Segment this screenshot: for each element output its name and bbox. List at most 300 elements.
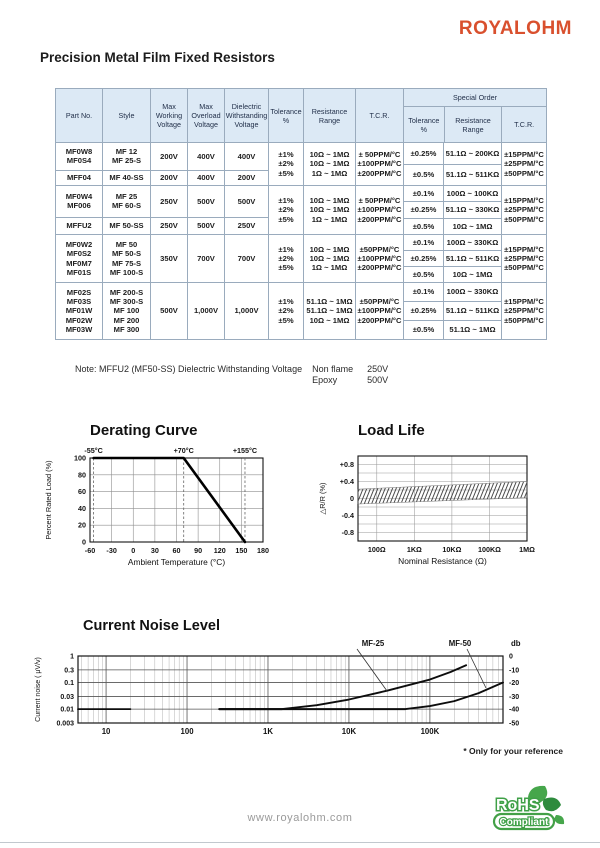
table-cell — [444, 320, 501, 339]
cell-line: ±2% — [278, 253, 294, 263]
table-column — [224, 143, 268, 185]
cell-line: ±50PPM/°C — [504, 214, 544, 224]
cell-line: ±1% — [278, 196, 294, 206]
table-column — [403, 283, 443, 339]
table-column — [150, 143, 187, 185]
table-column — [150, 186, 187, 234]
table-column — [150, 235, 187, 282]
cell-line: 51.1Ω ~ 1MΩ — [306, 297, 353, 307]
cell-line: ±1% — [278, 244, 294, 254]
cell-line: 500V — [160, 306, 178, 316]
table-cell — [225, 186, 268, 217]
cell-line: 200V — [160, 173, 178, 183]
svg-text:80: 80 — [78, 470, 86, 480]
cell-line: ±50PPM/°C — [504, 315, 544, 325]
load-life-band — [358, 482, 527, 505]
table-cell — [225, 217, 268, 234]
table-cell — [444, 266, 501, 282]
cell-line: MF 50-SS — [109, 221, 144, 231]
table-cell — [269, 283, 303, 339]
note-label: Epoxy — [312, 375, 338, 385]
table-cell — [188, 283, 224, 339]
footer-url: www.royalohm.com — [247, 812, 353, 824]
cell-line: ±50PPM/°C — [504, 168, 544, 178]
cell-line: MF0W2 — [65, 240, 93, 249]
table-column — [501, 235, 546, 282]
table-column — [443, 283, 501, 339]
cell-line: ±50PPM/°C — [504, 263, 544, 273]
derating-line — [94, 458, 245, 542]
svg-text:0.1: 0.1 — [64, 680, 74, 688]
table-column — [443, 186, 501, 234]
svg-text:Percent Rated Load (%): Percent Rated Load (%) — [44, 460, 53, 540]
table-cell — [151, 235, 187, 282]
cell-line: 51.1Ω ~ 330KΩ — [445, 205, 500, 215]
cell-line: ±200PPM/°C — [357, 214, 402, 224]
spec-table-body — [56, 143, 546, 339]
cell-line: ± 50PPM/°C — [358, 196, 401, 206]
svg-text:db: db — [511, 639, 521, 648]
svg-text:60: 60 — [78, 487, 86, 497]
table-row-group — [56, 234, 546, 282]
current-noise-chart-plot — [30, 616, 575, 743]
cell-line: MF0S2 — [66, 249, 92, 259]
cell-line: ±15PPM/°C — [504, 196, 544, 206]
brand-logo: ROYALOHM — [458, 18, 572, 39]
table-cell — [502, 235, 546, 282]
cell-line: 400V — [237, 151, 256, 161]
cell-line: 500V — [197, 221, 215, 231]
cell-line: 1,000V — [193, 306, 219, 316]
cell-line: ±200PPM/°C — [357, 315, 402, 325]
col-header-resistance-range: Resistance Range — [303, 89, 355, 142]
table-cell — [404, 283, 443, 301]
cell-line: 10Ω ~ 1MΩ — [309, 159, 350, 169]
cell-line: MF 25-S — [111, 156, 142, 166]
load-life-chart-plot — [312, 440, 592, 575]
cell-line: ±2% — [278, 159, 294, 169]
table-column — [268, 186, 303, 234]
cell-line: ±100PPM/°C — [357, 159, 402, 169]
derating-curve-chart — [38, 422, 318, 577]
svg-text:180: 180 — [257, 546, 269, 555]
cell-line: ±0.25% — [410, 148, 437, 158]
svg-text:10: 10 — [101, 727, 111, 736]
table-cell — [444, 301, 501, 320]
note-value: 500V — [367, 375, 389, 385]
svg-text:-10: -10 — [509, 667, 520, 675]
svg-text:-0.4: -0.4 — [341, 511, 354, 520]
table-column — [224, 186, 268, 234]
table-column — [268, 283, 303, 339]
cell-line: MF0W8 — [65, 147, 93, 157]
table-cell — [444, 201, 501, 217]
svg-text:1: 1 — [70, 653, 74, 661]
cell-line: 51.1Ω ~ 511KΩ — [445, 253, 500, 263]
cell-line: ±5% — [278, 263, 294, 273]
svg-text:Current Noise Level: Current Noise Level — [83, 618, 220, 634]
cell-line: ±50PPM/°C — [359, 297, 400, 307]
svg-text:-30: -30 — [106, 546, 117, 555]
series-MF-25 — [219, 665, 466, 709]
table-cell — [103, 283, 150, 339]
svg-text:+70°C: +70°C — [173, 446, 194, 455]
cell-line: ±5% — [278, 315, 294, 325]
cell-line: 10Ω ~ 1MΩ — [309, 205, 350, 215]
cell-line: 10Ω ~ 1MΩ — [452, 221, 493, 231]
col-header-max-working-voltage: Max Working Voltage — [150, 89, 187, 142]
cell-line: ±5% — [278, 168, 294, 178]
cell-line: 400V — [197, 151, 215, 161]
table-cell — [56, 217, 102, 234]
cell-line: 51.1Ω ~ 511KΩ — [445, 306, 500, 316]
table-column — [403, 186, 443, 234]
table-cell — [103, 143, 150, 170]
table-column — [102, 186, 150, 234]
load-life-chart — [312, 422, 592, 575]
cell-line: 10Ω ~ 1MΩ — [309, 244, 350, 254]
cell-line: 100Ω ~ 100KΩ — [446, 189, 499, 199]
table-column — [501, 283, 546, 339]
cell-line: 10Ω ~ 1MΩ — [309, 315, 350, 325]
derating-chart-plot — [38, 440, 318, 577]
svg-text:120: 120 — [213, 546, 226, 555]
note-row — [312, 364, 388, 374]
table-cell — [188, 186, 224, 217]
table-column — [187, 143, 224, 185]
table-cell — [444, 283, 501, 301]
cell-line: 700V — [197, 253, 215, 263]
svg-text:0: 0 — [509, 653, 513, 661]
cell-line: ±5% — [278, 214, 294, 224]
cell-line: ±1% — [278, 150, 294, 160]
table-row-group — [56, 185, 546, 234]
table-cell — [444, 250, 501, 266]
table-cell — [103, 235, 150, 282]
table-cell — [56, 235, 102, 282]
svg-text:-50: -50 — [509, 720, 520, 728]
col-header-part-no: Part No. — [65, 111, 93, 120]
table-cell — [103, 186, 150, 217]
cell-line: 10Ω ~ 1MΩ — [309, 196, 350, 206]
cell-line: 51.1Ω ~ 1MΩ — [449, 325, 496, 335]
cell-line: ±0.1% — [412, 189, 435, 199]
svg-text:0.3: 0.3 — [64, 667, 74, 675]
table-row-group — [56, 143, 546, 185]
table-cell — [404, 320, 443, 339]
cell-line: MF 100-S — [109, 267, 144, 277]
cell-line: 51.1Ω ~ 200KΩ — [445, 148, 500, 158]
cell-line: MF 25 — [115, 192, 138, 202]
cell-line: MF03S — [66, 297, 92, 307]
table-column — [403, 235, 443, 282]
cell-line: 500V — [237, 196, 256, 206]
table-cell — [151, 170, 187, 185]
table-column — [443, 235, 501, 282]
cell-line: MF01W — [65, 306, 93, 316]
cell-line: ±0.1% — [412, 287, 435, 297]
table-column — [187, 235, 224, 282]
table-cell — [103, 217, 150, 234]
page-title: Precision Metal Film Fixed Resistors — [40, 50, 275, 65]
table-cell — [356, 143, 403, 185]
table-column — [303, 143, 355, 185]
chart-footnote: * Only for your reference — [463, 746, 563, 756]
table-cell — [404, 250, 443, 266]
note-row — [312, 375, 388, 385]
cell-line: MF02W — [65, 315, 93, 325]
table-column — [303, 186, 355, 234]
load-life-chart-title: Load Life — [358, 422, 425, 439]
cell-line: ±200PPM/°C — [357, 168, 402, 178]
table-cell — [304, 235, 355, 282]
svg-text:△R/R (%): △R/R (%) — [318, 482, 327, 515]
table-cell — [56, 143, 102, 170]
table-cell — [404, 218, 443, 234]
cell-line: ±1% — [278, 297, 294, 307]
table-column — [303, 283, 355, 339]
table-cell — [225, 143, 268, 170]
table-column — [303, 235, 355, 282]
cell-line: ±0.1% — [412, 237, 435, 247]
cell-line: MF 12 — [115, 147, 138, 157]
cell-line: 250V — [237, 221, 256, 231]
cell-line: ±15PPM/°C — [504, 297, 544, 307]
col-header-max-overload-voltage: Max Overload Voltage — [187, 89, 224, 142]
table-cell — [56, 170, 102, 185]
svg-text:0.03: 0.03 — [60, 693, 74, 701]
svg-text:100: 100 — [180, 727, 194, 736]
cell-line: ±0.5% — [412, 325, 435, 335]
table-cell — [502, 283, 546, 339]
table-column — [187, 283, 224, 339]
cell-line: 350V — [160, 253, 178, 263]
footer-divider — [0, 842, 600, 843]
svg-text:-20: -20 — [509, 680, 520, 688]
table-cell — [151, 283, 187, 339]
cell-line: ±100PPM/°C — [357, 306, 402, 316]
svg-text:Ambient Temperature (°C): Ambient Temperature (°C) — [127, 557, 226, 567]
table-cell — [269, 235, 303, 282]
cell-line: MFF04 — [66, 173, 92, 183]
table-column — [187, 186, 224, 234]
cell-line: 1Ω ~ 1MΩ — [311, 214, 348, 224]
cell-line: MF02S — [66, 287, 92, 297]
table-column — [501, 186, 546, 234]
note-value: 250V — [367, 364, 389, 374]
table-cell — [225, 170, 268, 185]
svg-text:Current noise ( μV/v): Current noise ( μV/v) — [35, 657, 42, 722]
table-cell — [404, 143, 443, 164]
table-column — [224, 283, 268, 339]
svg-text:0.003: 0.003 — [56, 720, 74, 728]
note — [75, 364, 388, 385]
cell-line: MF 200-S — [109, 287, 144, 297]
svg-text:30: 30 — [150, 546, 159, 555]
cell-line: MF 50 — [115, 240, 138, 249]
svg-text:100: 100 — [74, 453, 86, 463]
table-cell — [444, 235, 501, 250]
cell-line: MF 200 — [113, 315, 140, 325]
table-cell — [502, 186, 546, 234]
table-cell — [404, 164, 443, 186]
table-cell — [151, 217, 187, 234]
svg-text:0: 0 — [350, 494, 354, 503]
table-row-group — [56, 282, 546, 339]
cell-line: 200V — [160, 151, 178, 161]
table-column — [268, 143, 303, 185]
cell-line: 1Ω ~ 1MΩ — [311, 168, 348, 178]
svg-text:+155°C: +155°C — [232, 446, 258, 455]
cell-line: ±2% — [278, 205, 294, 215]
table-cell — [188, 143, 224, 170]
table-column — [443, 143, 501, 185]
cell-line: 500V — [197, 196, 215, 206]
cell-line: ±25PPM/°C — [504, 205, 544, 215]
compliant-text: Compliant — [499, 817, 549, 828]
cell-line: ±25PPM/°C — [504, 306, 544, 316]
svg-text:1MΩ: 1MΩ — [519, 545, 535, 554]
table-cell — [56, 283, 102, 339]
table-cell — [269, 186, 303, 234]
cell-line: MF 75-S — [111, 258, 142, 268]
svg-text:-30: -30 — [509, 693, 520, 701]
cell-line: ±50PPM/°C — [359, 244, 400, 254]
table-column — [355, 143, 403, 185]
svg-text:-40: -40 — [509, 706, 520, 714]
table-column — [355, 283, 403, 339]
cell-line: 200V — [237, 173, 256, 183]
table-cell — [502, 143, 546, 185]
cell-line: ±15PPM/°C — [504, 244, 544, 254]
table-cell — [356, 283, 403, 339]
cell-line: 250V — [160, 221, 178, 231]
svg-text:0.01: 0.01 — [60, 706, 74, 714]
cell-line: MF03W — [65, 324, 93, 334]
cell-line: MF 300-S — [109, 297, 144, 307]
cell-line: 400V — [197, 173, 215, 183]
col-header-tcr: T.C.R. — [355, 89, 403, 142]
table-cell — [444, 164, 501, 186]
cell-line: MF0M7 — [66, 258, 92, 268]
cell-line: 100Ω ~ 330KΩ — [446, 237, 499, 247]
cell-line: MF006 — [67, 201, 91, 211]
svg-text:MF-25: MF-25 — [361, 639, 385, 648]
svg-text:100K: 100K — [420, 727, 440, 736]
table-cell — [404, 266, 443, 282]
col-header-special-tcr: T.C.R. — [501, 107, 546, 142]
cell-line: MF01S — [66, 267, 92, 277]
table-cell — [188, 217, 224, 234]
table-cell — [151, 186, 187, 217]
cell-line: 51.1Ω ~ 1MΩ — [306, 306, 353, 316]
cell-line: MF0S4 — [66, 156, 92, 166]
cell-line: ±25PPM/°C — [504, 253, 544, 263]
table-column — [102, 235, 150, 282]
svg-text:Nominal Resistance (Ω): Nominal Resistance (Ω) — [398, 556, 487, 566]
svg-text:10KΩ: 10KΩ — [442, 545, 462, 554]
special-order-header-group — [403, 89, 546, 142]
table-cell — [188, 170, 224, 185]
table-column — [56, 283, 102, 339]
cell-line: ±200PPM/°C — [357, 263, 402, 273]
col-header-special-resistance: Resistance Range — [444, 107, 502, 142]
cell-line: 1Ω ~ 1MΩ — [311, 263, 348, 273]
table-column — [56, 143, 102, 185]
table-cell — [225, 283, 268, 339]
table-column — [102, 143, 150, 185]
cell-line: 1,000V — [234, 306, 259, 316]
svg-text:100Ω: 100Ω — [367, 545, 386, 554]
col-header-special-order: Special Order — [404, 89, 546, 107]
cell-line: ±0.25% — [410, 253, 437, 263]
cell-line: MF 300 — [113, 324, 140, 334]
col-header-dielectric-voltage: Dielectric Withstanding Voltage — [224, 89, 268, 142]
cell-line: ±0.5% — [412, 170, 435, 180]
cell-line: ± 50PPM/°C — [358, 150, 401, 160]
table-column — [403, 143, 443, 185]
current-noise-chart — [30, 616, 575, 756]
table-cell — [269, 143, 303, 185]
col-header-special-tolerance: Tolerance % — [408, 115, 440, 134]
cell-line: ±100PPM/°C — [357, 253, 402, 263]
rohs-compliant-logo — [492, 784, 570, 838]
cell-line: 700V — [237, 253, 256, 263]
svg-text:-60: -60 — [84, 546, 96, 555]
table-cell — [188, 235, 224, 282]
table-cell — [225, 235, 268, 282]
svg-text:0: 0 — [82, 537, 86, 547]
table-column — [501, 143, 546, 185]
svg-text:40: 40 — [78, 503, 86, 513]
col-header-tolerance: Tolerance % — [268, 89, 303, 142]
table-column — [355, 186, 403, 234]
cell-line: ±25PPM/°C — [504, 159, 544, 169]
cell-line: 10Ω ~ 1MΩ — [309, 253, 350, 263]
table-column — [150, 283, 187, 339]
svg-text:90: 90 — [194, 546, 203, 555]
cell-line: 250V — [160, 196, 178, 206]
cell-line: MFFU2 — [66, 221, 92, 231]
cell-line: ±15PPM/°C — [504, 150, 544, 160]
note-text: Note: MFFU2 (MF50-SS) Dielectric Withstanding Voltage — [75, 364, 303, 374]
table-cell — [356, 186, 403, 234]
rohs-text: RoHS — [496, 797, 540, 814]
table-column — [56, 235, 102, 282]
cell-line: ±0.25% — [410, 306, 437, 316]
cell-line: ±100PPM/°C — [357, 205, 402, 215]
table-column — [56, 186, 102, 234]
cell-line: 10Ω ~ 1MΩ — [309, 150, 350, 160]
table-cell — [356, 235, 403, 282]
cell-line: ±0.5% — [412, 269, 435, 279]
table-cell — [444, 186, 501, 201]
svg-text:-0.8: -0.8 — [341, 528, 354, 537]
spec-table — [55, 88, 547, 340]
cell-line: MF 50-S — [111, 249, 142, 259]
svg-text:20: 20 — [78, 520, 86, 530]
table-cell — [404, 235, 443, 250]
cell-line: 10Ω ~ 1MΩ — [452, 269, 493, 279]
table-column — [355, 235, 403, 282]
cell-line: MF 60-S — [111, 201, 142, 211]
svg-text:10K: 10K — [341, 727, 357, 736]
svg-text:60: 60 — [172, 546, 181, 555]
cell-line: 100Ω ~ 330KΩ — [446, 287, 499, 297]
table-cell — [444, 218, 501, 234]
table-cell — [304, 186, 355, 234]
spec-table-header — [56, 89, 546, 143]
